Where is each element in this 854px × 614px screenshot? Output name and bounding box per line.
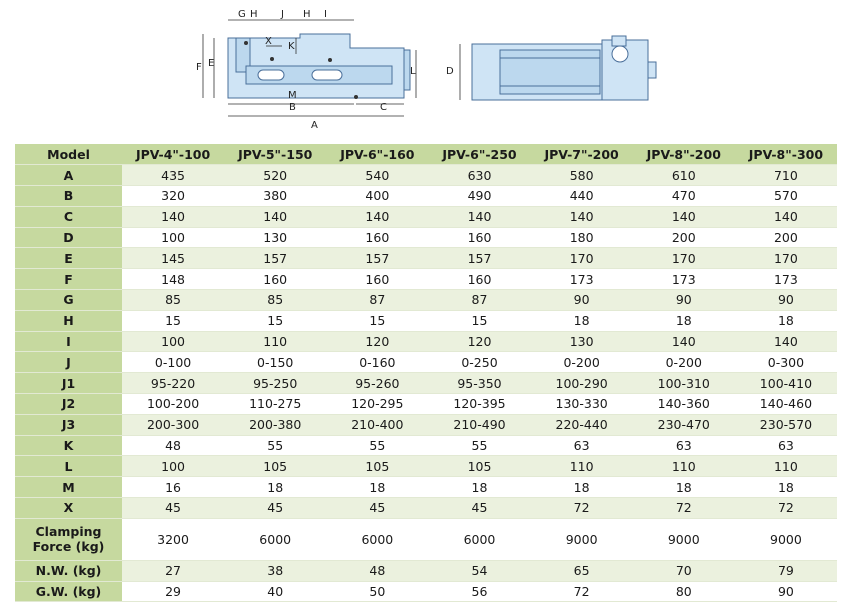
table-cell: 140: [224, 206, 326, 227]
table-row: [15, 498, 837, 519]
table-row: [15, 477, 837, 498]
table-cell: 70: [633, 560, 735, 581]
dim-label-b: B: [289, 102, 296, 113]
row-label: A: [15, 165, 122, 186]
table-cell: 200-300: [122, 414, 224, 435]
table-cell: 18: [326, 477, 428, 498]
table-cell: 140: [633, 206, 735, 227]
table-cell: 16: [122, 477, 224, 498]
dim-label-h2: H: [303, 9, 311, 20]
table-cell: 45: [326, 498, 428, 519]
table-cell: 100-290: [531, 373, 633, 394]
row-label: H: [15, 310, 122, 331]
table-cell: 90: [735, 290, 837, 311]
table-cell: 95-260: [326, 373, 428, 394]
table-cell: 9000: [735, 518, 837, 560]
table-cell: 40: [224, 581, 326, 602]
table-cell: 140: [735, 331, 837, 352]
row-label: M: [15, 477, 122, 498]
table-cell: 110: [735, 456, 837, 477]
table-cell: 157: [326, 248, 428, 269]
table-cell: 130: [531, 331, 633, 352]
table-cell: 400: [326, 186, 428, 207]
table-cell: 148: [122, 269, 224, 290]
table-cell: 170: [735, 248, 837, 269]
row-label: J3: [15, 414, 122, 435]
front-view-drawing: [472, 36, 656, 100]
table-cell: 18: [633, 477, 735, 498]
table-cell: 440: [531, 186, 633, 207]
table-cell: 18: [735, 310, 837, 331]
table-cell: 200-380: [224, 414, 326, 435]
table-cell: 0-250: [428, 352, 530, 373]
table-cell: 110: [224, 331, 326, 352]
table-cell: 180: [531, 227, 633, 248]
table-cell: 90: [735, 581, 837, 602]
table-cell: 45: [428, 498, 530, 519]
table-cell: 105: [326, 456, 428, 477]
table-cell: 230-470: [633, 414, 735, 435]
table-cell: 100-200: [122, 394, 224, 415]
side-view-drawing: [228, 34, 410, 99]
table-cell: 56: [428, 581, 530, 602]
table-cell: 200: [735, 227, 837, 248]
table-cell: 520: [224, 165, 326, 186]
table-cell: 540: [326, 165, 428, 186]
table-cell: 173: [531, 269, 633, 290]
table-cell: 72: [633, 498, 735, 519]
table-cell: 230-570: [735, 414, 837, 435]
table-cell: 100-410: [735, 373, 837, 394]
vise-diagram: [0, 0, 854, 140]
table-cell: 95-220: [122, 373, 224, 394]
table-cell: 580: [531, 165, 633, 186]
table-cell: 0-200: [633, 352, 735, 373]
table-cell: 380: [224, 186, 326, 207]
table-cell: 48: [326, 560, 428, 581]
table-row: [15, 560, 837, 581]
table-cell: 570: [735, 186, 837, 207]
table-cell: 15: [326, 310, 428, 331]
row-label: G: [15, 290, 122, 311]
table-cell: 9000: [633, 518, 735, 560]
table-cell: 15: [428, 310, 530, 331]
table-row: [15, 414, 837, 435]
row-label: F: [15, 269, 122, 290]
table-cell: 3200: [122, 518, 224, 560]
table-cell: 6000: [326, 518, 428, 560]
table-cell: 15: [224, 310, 326, 331]
table-cell: 55: [326, 435, 428, 456]
row-label: J2: [15, 394, 122, 415]
table-row: [15, 518, 837, 560]
table-cell: 0-300: [735, 352, 837, 373]
table-cell: 65: [531, 560, 633, 581]
table-cell: 110: [633, 456, 735, 477]
table-cell: 145: [122, 248, 224, 269]
table-cell: 630: [428, 165, 530, 186]
dim-label-f: F: [196, 62, 202, 73]
table-cell: 130-330: [531, 394, 633, 415]
table-cell: 120: [326, 331, 428, 352]
table-cell: 15: [122, 310, 224, 331]
row-label: N.W. (kg): [15, 560, 122, 581]
header-cell: JPV-5"-150: [224, 144, 326, 165]
table-cell: 100-310: [633, 373, 735, 394]
table-cell: 120: [428, 331, 530, 352]
table-cell: 105: [428, 456, 530, 477]
table-cell: 72: [531, 498, 633, 519]
table-cell: 490: [428, 186, 530, 207]
header-cell: JPV-8"-300: [735, 144, 837, 165]
row-label: C: [15, 206, 122, 227]
table-cell: 79: [735, 560, 837, 581]
row-label: J1: [15, 373, 122, 394]
table-cell: 110: [531, 456, 633, 477]
table-cell: 160: [428, 269, 530, 290]
table-cell: 110-275: [224, 394, 326, 415]
table-cell: 140: [122, 206, 224, 227]
table-cell: 173: [633, 269, 735, 290]
table-cell: 18: [224, 477, 326, 498]
header-cell: JPV-4"-100: [122, 144, 224, 165]
table-cell: 160: [326, 269, 428, 290]
table-cell: 55: [428, 435, 530, 456]
table-cell: 63: [735, 435, 837, 456]
table-cell: 140: [531, 206, 633, 227]
table-cell: 170: [531, 248, 633, 269]
table-cell: 18: [735, 477, 837, 498]
row-label: L: [15, 456, 122, 477]
table-row: [15, 290, 837, 311]
table-row: [15, 310, 837, 331]
table-cell: 55: [224, 435, 326, 456]
table-cell: 160: [428, 227, 530, 248]
table-cell: 100: [122, 331, 224, 352]
row-label: B: [15, 186, 122, 207]
table-cell: 95-250: [224, 373, 326, 394]
table-cell: 63: [531, 435, 633, 456]
row-label: X: [15, 498, 122, 519]
table-cell: 95-350: [428, 373, 530, 394]
table-cell: 45: [122, 498, 224, 519]
table-cell: 90: [531, 290, 633, 311]
table-row: [15, 186, 837, 207]
table-cell: 6000: [428, 518, 530, 560]
dim-label-c: C: [380, 102, 387, 113]
table-row: [15, 248, 837, 269]
row-label: E: [15, 248, 122, 269]
table-cell: 160: [326, 227, 428, 248]
row-label: Clamping Force (kg): [15, 518, 122, 560]
table-cell: 29: [122, 581, 224, 602]
header-cell: JPV-7"-200: [531, 144, 633, 165]
dim-label-g: G: [238, 9, 246, 20]
row-label: G.W. (kg): [15, 581, 122, 602]
table-cell: 90: [633, 290, 735, 311]
header-cell: Model: [15, 144, 122, 165]
dim-label-a: A: [311, 120, 318, 131]
row-label: I: [15, 331, 122, 352]
table-cell: 38: [224, 560, 326, 581]
row-label: K: [15, 435, 122, 456]
table-cell: 710: [735, 165, 837, 186]
header-row: [15, 144, 837, 165]
table-row: [15, 331, 837, 352]
spec-table: [15, 144, 837, 602]
table-cell: 18: [633, 310, 735, 331]
dim-label-j: J: [281, 9, 284, 20]
table-row: [15, 206, 837, 227]
table-cell: 100: [122, 456, 224, 477]
table-cell: 72: [531, 581, 633, 602]
table-cell: 157: [428, 248, 530, 269]
header-cell: JPV-6"-250: [428, 144, 530, 165]
table-cell: 140: [326, 206, 428, 227]
table-cell: 170: [633, 248, 735, 269]
table-row: [15, 373, 837, 394]
table-cell: 210-490: [428, 414, 530, 435]
table-cell: 18: [531, 310, 633, 331]
table-cell: 0-160: [326, 352, 428, 373]
table-cell: 130: [224, 227, 326, 248]
table-cell: 435: [122, 165, 224, 186]
row-label: J: [15, 352, 122, 373]
table-cell: 173: [735, 269, 837, 290]
table-cell: 6000: [224, 518, 326, 560]
table-cell: 48: [122, 435, 224, 456]
table-row: [15, 435, 837, 456]
table-cell: 140-360: [633, 394, 735, 415]
table-cell: 210-400: [326, 414, 428, 435]
table-cell: 160: [224, 269, 326, 290]
table-cell: 120-395: [428, 394, 530, 415]
dim-label-k: K: [288, 41, 295, 52]
header-cell: JPV-8"-200: [633, 144, 735, 165]
dim-label-d: D: [446, 66, 454, 77]
table-cell: 140: [633, 331, 735, 352]
dim-label-m: M: [288, 90, 297, 101]
table-cell: 9000: [531, 518, 633, 560]
header-cell: JPV-6"-160: [326, 144, 428, 165]
table-row: [15, 227, 837, 248]
table-cell: 87: [326, 290, 428, 311]
table-cell: 157: [224, 248, 326, 269]
table-cell: 45: [224, 498, 326, 519]
dim-label-h: H: [250, 9, 258, 20]
table-cell: 87: [428, 290, 530, 311]
table-cell: 200: [633, 227, 735, 248]
table-row: [15, 394, 837, 415]
table-row: [15, 456, 837, 477]
table-cell: 18: [531, 477, 633, 498]
table-row: [15, 352, 837, 373]
table-cell: 140: [735, 206, 837, 227]
table-cell: 220-440: [531, 414, 633, 435]
table-cell: 85: [224, 290, 326, 311]
table-cell: 120-295: [326, 394, 428, 415]
table-cell: 100: [122, 227, 224, 248]
table-row: [15, 269, 837, 290]
table-cell: 320: [122, 186, 224, 207]
table-cell: 140-460: [735, 394, 837, 415]
dim-label-x: X: [265, 36, 272, 47]
table-row: [15, 165, 837, 186]
table-row: [15, 581, 837, 602]
table-cell: 610: [633, 165, 735, 186]
row-label: D: [15, 227, 122, 248]
table-cell: 0-100: [122, 352, 224, 373]
table-cell: 80: [633, 581, 735, 602]
dim-label-l: L: [410, 66, 416, 77]
table-cell: 63: [633, 435, 735, 456]
table-cell: 140: [428, 206, 530, 227]
table-cell: 0-150: [224, 352, 326, 373]
table-cell: 85: [122, 290, 224, 311]
table-cell: 50: [326, 581, 428, 602]
dim-label-e: E: [208, 58, 215, 69]
dim-label-i: I: [324, 9, 327, 20]
table-cell: 470: [633, 186, 735, 207]
table-cell: 54: [428, 560, 530, 581]
table-cell: 72: [735, 498, 837, 519]
table-cell: 105: [224, 456, 326, 477]
table-cell: 27: [122, 560, 224, 581]
table-cell: 0-200: [531, 352, 633, 373]
table-cell: 18: [428, 477, 530, 498]
